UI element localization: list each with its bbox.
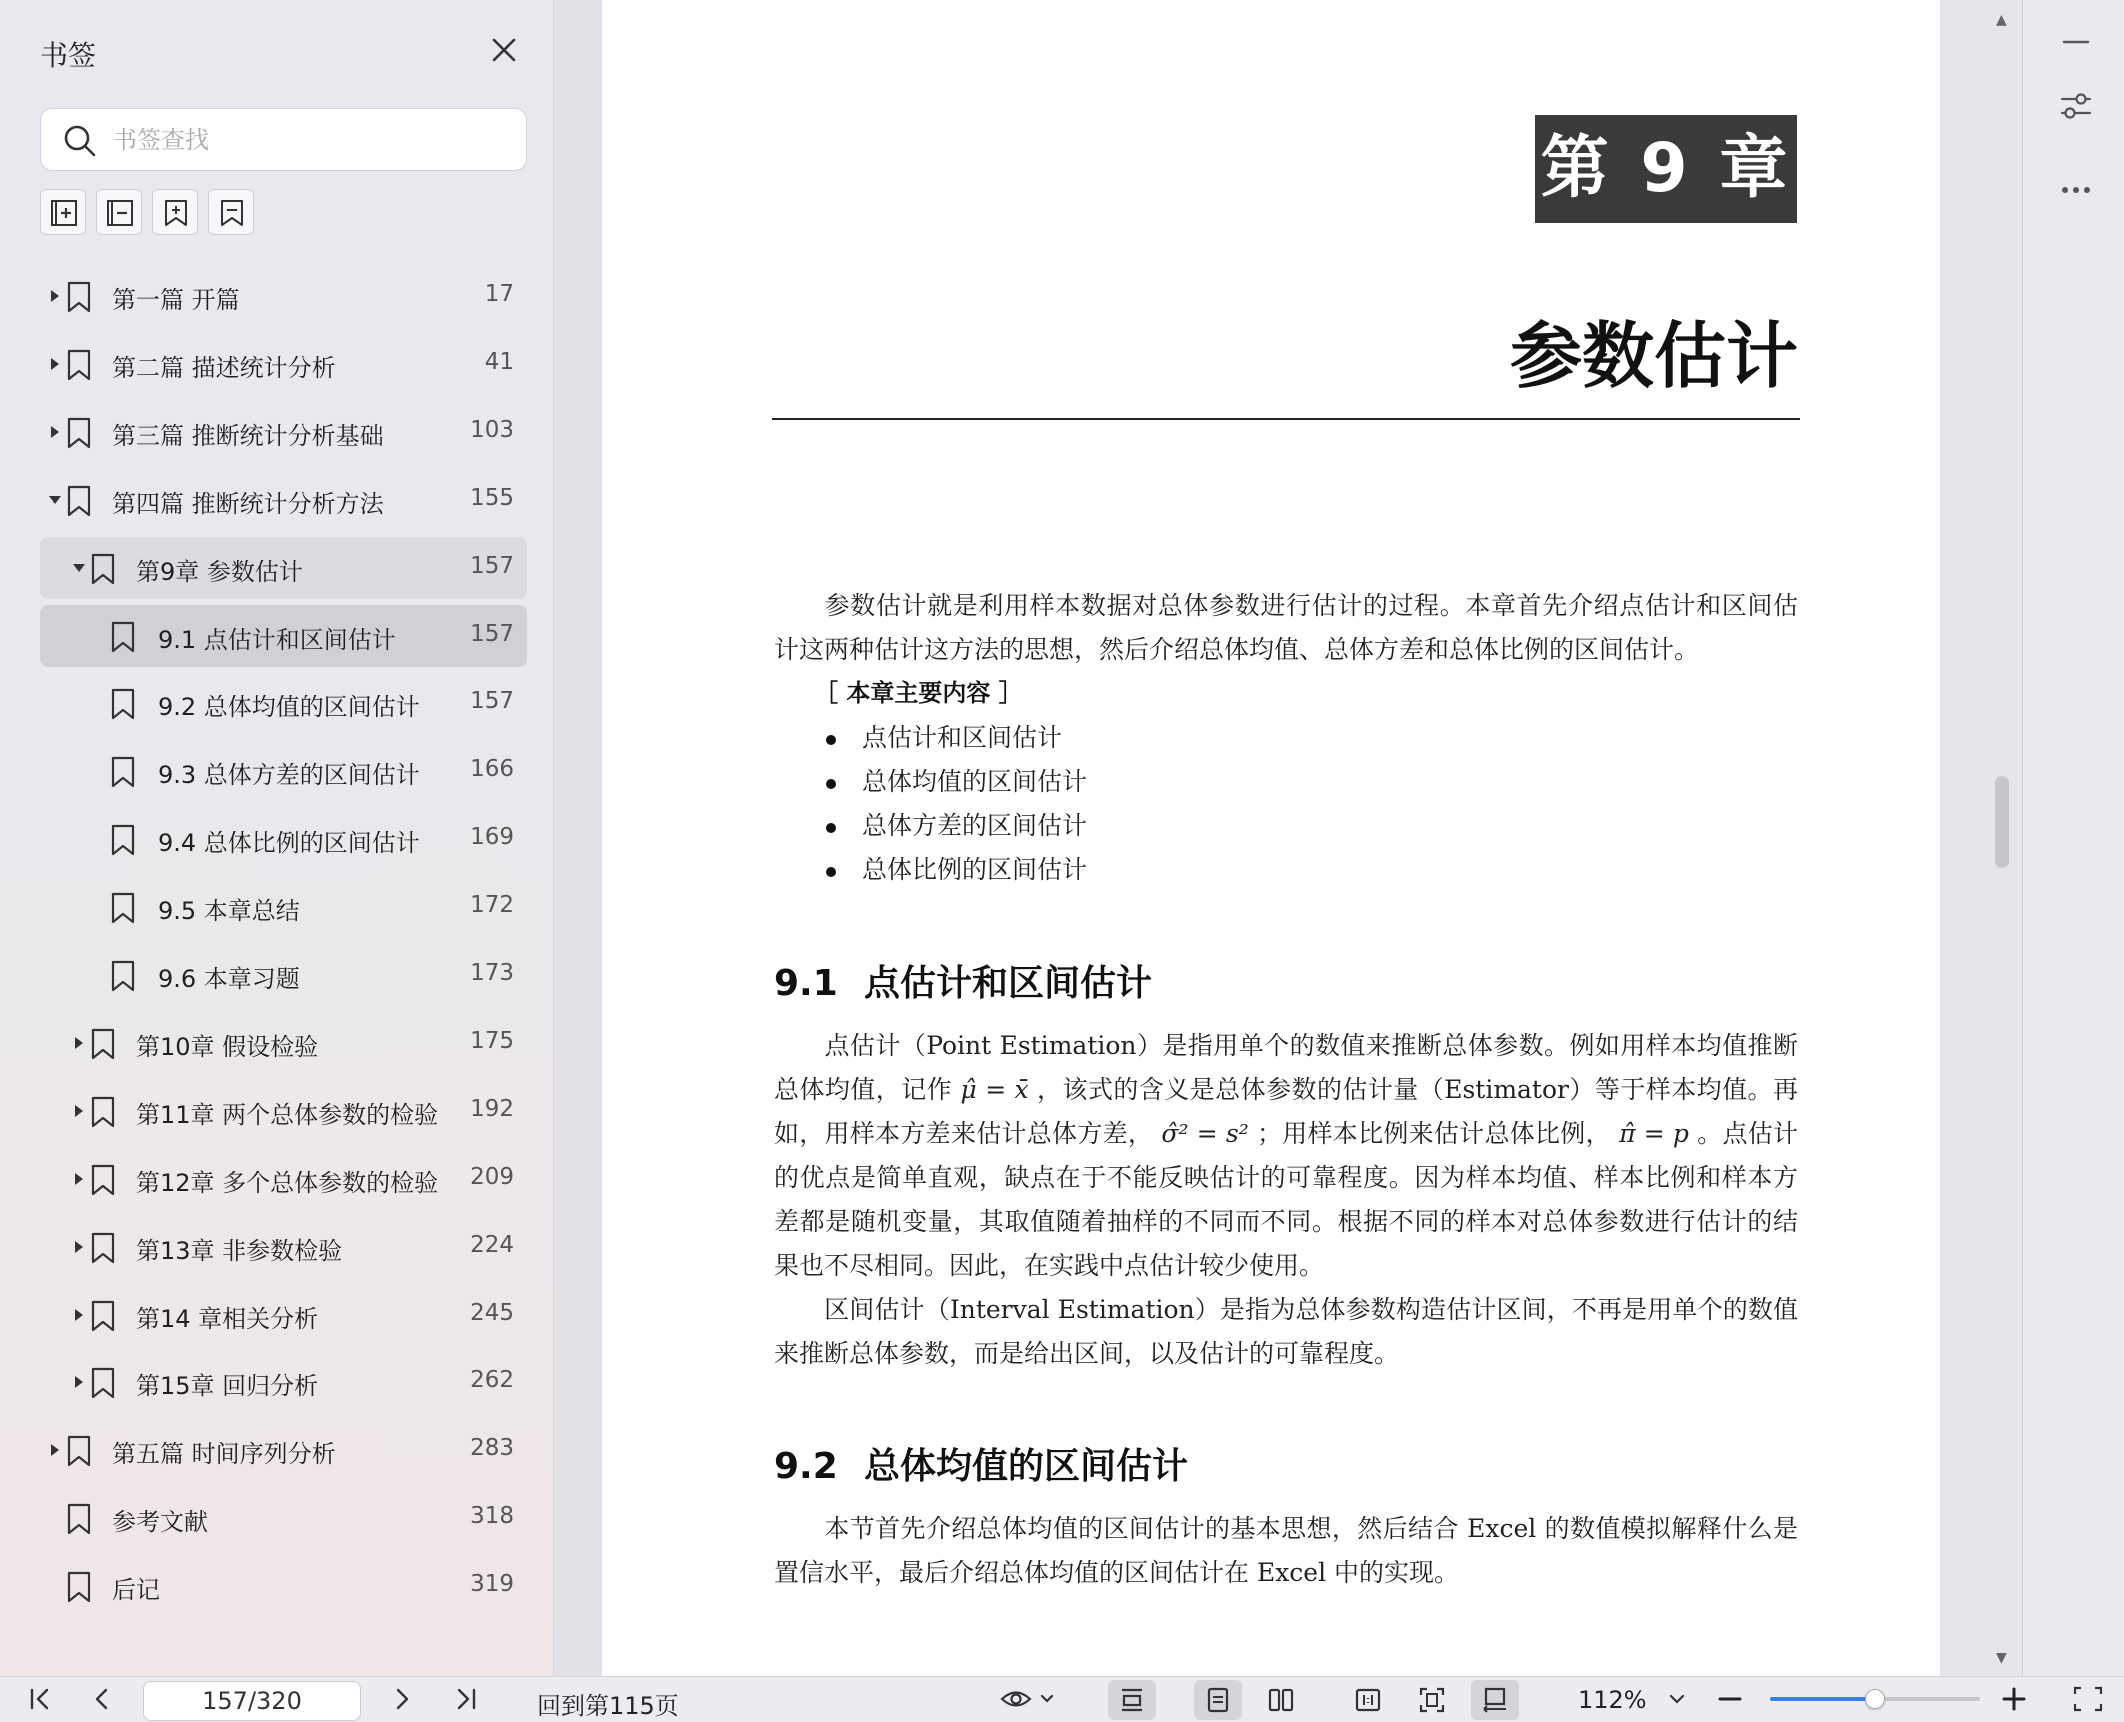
bookmark-label: 9.2 总体均值的区间估计	[158, 693, 420, 722]
chevron-down-icon	[1664, 1680, 1690, 1718]
caret-right-icon[interactable]	[72, 1103, 86, 1119]
bookmark-page-number: 17	[484, 281, 514, 307]
bookmark-page-number: 157	[470, 552, 514, 579]
bookmark-search-box[interactable]	[40, 108, 527, 171]
bookmark-page-number: 245	[470, 1299, 514, 1326]
bookmark-label: 9.1 点估计和区间估计	[158, 625, 396, 654]
bookmark-label: 第一篇 开篇	[112, 286, 240, 314]
bookmark-icon	[90, 553, 116, 585]
bookmark-page-number: 157	[470, 688, 514, 715]
bookmark-item[interactable]	[40, 672, 527, 734]
delete-bookmark-button[interactable]	[208, 189, 254, 235]
bookmark-page-number: 169	[470, 824, 514, 851]
contents-item: 总体均值的区间估计	[826, 762, 1087, 798]
bookmark-label: 第13章 非参数检验	[136, 1236, 343, 1265]
zoom-slider-handle[interactable]	[1865, 1689, 1885, 1709]
bookmark-item[interactable]	[40, 740, 527, 802]
document-page	[602, 0, 1940, 1676]
fit-width-icon	[1119, 1687, 1145, 1713]
add-bookmark-icon	[161, 198, 191, 228]
bookmark-label: 第五篇 时间序列分析	[112, 1440, 336, 1469]
caret-right-icon[interactable]	[72, 1307, 86, 1323]
two-page-icon	[1268, 1687, 1294, 1713]
bookmark-icon	[66, 485, 92, 517]
bookmark-item[interactable]	[40, 1487, 527, 1549]
expand-all-button[interactable]	[40, 189, 86, 235]
caret-right-icon[interactable]	[72, 1239, 86, 1255]
continuous-scroll-button[interactable]	[1471, 1680, 1519, 1720]
page-number-input[interactable]	[143, 1681, 361, 1721]
bookmark-page-number: 41	[484, 348, 514, 375]
zoom-out-button[interactable]	[1712, 1680, 1748, 1718]
bookmark-item[interactable]	[40, 1216, 527, 1278]
last-page-icon	[448, 1680, 484, 1718]
bookmark-page-number: 175	[470, 1027, 514, 1054]
section-paragraph: 区间估计（Interval Estimation）是指为总体参数构造估计区间，不再是用单个的数值来推断总体参数，而是给出区间，以及估计的可靠程度。	[774, 1295, 1798, 1368]
zoom-in-button[interactable]	[1996, 1680, 2032, 1718]
bookmark-icon	[90, 1096, 116, 1128]
fullscreen-icon	[2070, 1680, 2106, 1718]
single-page-icon	[1205, 1687, 1231, 1713]
more-icon[interactable]	[2056, 170, 2096, 210]
section-heading-9-2: 9.2 总体均值的区间估计	[774, 1446, 1189, 1487]
scroll-up-arrow[interactable]: ▲	[1996, 12, 2007, 28]
bookmark-page-number: 224	[470, 1231, 514, 1258]
bookmark-item[interactable]	[40, 1012, 527, 1074]
sliders-icon[interactable]	[2056, 86, 2096, 126]
bookmark-label: 9.6 本章习题	[158, 965, 300, 993]
bookmark-item[interactable]	[40, 876, 527, 938]
scrollbar-thumb[interactable]	[1995, 776, 2009, 868]
bookmark-label: 9.3 总体方差的区间估计	[158, 761, 420, 790]
caret-right-icon[interactable]	[72, 1035, 86, 1051]
contents-heading: ［ 本章主要内容 ］	[814, 679, 1023, 707]
minimize-icon[interactable]	[2056, 22, 2096, 62]
eye-mode-dropdown[interactable]	[998, 1680, 1060, 1718]
fit-page-icon	[1419, 1687, 1445, 1713]
bookmark-icon	[110, 688, 136, 720]
math-formula: σ̂² = s²	[1161, 1119, 1249, 1148]
two-page-button[interactable]	[1257, 1680, 1305, 1720]
intro-paragraph: 参数估计就是利用样本数据对总体参数进行估计的过程。本章首先介绍点估计和区间估计这两种估计这方法的思想，然后介绍总体均值、总体方差和总体比例的区间估计。	[774, 591, 1798, 664]
bookmark-icon	[90, 1367, 116, 1399]
chevron-left-icon	[84, 1680, 120, 1718]
bookmark-item[interactable]	[40, 333, 527, 395]
bookmark-icon	[110, 756, 136, 788]
bookmark-icon	[66, 1503, 92, 1535]
caret-down-icon[interactable]	[48, 492, 62, 508]
vertical-scrollbar[interactable]	[1940, 0, 2022, 1676]
section-heading-9-1: 9.1 点估计和区间估计	[774, 963, 1153, 1004]
math-formula: π̂ = p	[1619, 1119, 1689, 1148]
bookmark-item[interactable]	[40, 944, 527, 1006]
caret-right-icon[interactable]	[48, 288, 62, 304]
bookmark-label: 参考文献	[112, 1508, 208, 1537]
bookmark-label: 9.5 本章总结	[158, 897, 300, 926]
right-tool-rail	[2023, 0, 2124, 1676]
zoom-dropdown-chevron[interactable]	[1664, 1680, 1690, 1718]
bookmark-label: 后记	[112, 1576, 160, 1605]
zoom-level[interactable]: 112%	[1578, 1686, 1647, 1714]
close-icon[interactable]	[488, 34, 520, 66]
caret-right-icon[interactable]	[48, 1442, 62, 1458]
add-bookmark-button[interactable]	[152, 189, 198, 235]
bookmark-icon	[90, 1164, 116, 1196]
bookmark-icon	[110, 892, 136, 924]
fit-width-button[interactable]	[1108, 1680, 1156, 1720]
bookmark-item[interactable]	[40, 469, 527, 531]
bookmark-page-number: 173	[470, 960, 514, 986]
bookmark-label: 第12章 多个总体参数的检验	[136, 1168, 439, 1197]
bookmark-item[interactable]	[40, 1148, 527, 1210]
bookmark-page-number: 157	[470, 620, 514, 647]
bookmark-search-input[interactable]	[113, 119, 513, 161]
bookmark-label: 第三篇 推断统计分析基础	[112, 421, 384, 450]
scroll-down-arrow[interactable]: ▼	[1996, 1650, 2007, 1666]
bookmark-icon	[90, 1232, 116, 1264]
section-paragraph: 本节首先介绍总体均值的区间估计的基本思想，然后结合 Excel 的数值模拟解释什么是置信水平，最后介绍总体均值的区间估计在 Excel 中的实现。	[774, 1514, 1798, 1587]
bookmark-item[interactable]	[40, 1419, 527, 1481]
chevron-right-icon	[384, 1680, 420, 1718]
minus-icon	[1712, 1680, 1748, 1718]
expand-all-icon	[49, 198, 79, 228]
next-page-button[interactable]	[384, 1680, 420, 1718]
bookmark-sidebar	[0, 0, 555, 1676]
search-icon	[63, 124, 97, 158]
bookmark-icon	[66, 1571, 92, 1603]
bookmark-label: 第10章 假设检验	[136, 1032, 319, 1061]
bookmark-page-number: 318	[470, 1503, 514, 1530]
bookmark-item[interactable]	[40, 265, 527, 327]
zoom-slider-fill	[1770, 1697, 1875, 1701]
contents-item: 总体方差的区间估计	[826, 806, 1087, 842]
bookmark-icon	[66, 281, 92, 313]
bookmark-item[interactable]	[40, 1555, 527, 1617]
back-to-page-link[interactable]: 回到第115页	[537, 1692, 679, 1720]
continuous-scroll-icon	[1482, 1687, 1508, 1713]
bookmark-page-number: 166	[470, 756, 514, 783]
bookmark-label: 第四篇 推断统计分析方法	[112, 489, 384, 518]
eye-icon	[998, 1680, 1060, 1718]
chapter-number-badge: 第 9 章	[1535, 115, 1797, 223]
bookmark-page-number: 319	[470, 1571, 514, 1598]
actual-size-button[interactable]	[1344, 1680, 1392, 1720]
delete-bookmark-icon	[217, 198, 247, 228]
zoom-slider[interactable]	[1770, 1697, 1980, 1701]
bookmark-page-number: 283	[470, 1435, 514, 1462]
bookmark-item[interactable]	[40, 1351, 527, 1413]
bookmark-page-number: 192	[470, 1095, 514, 1122]
caret-right-icon[interactable]	[72, 1171, 86, 1187]
bookmark-item[interactable]	[40, 808, 527, 870]
math-formula: μ̂ = x̄	[960, 1075, 1029, 1104]
bookmark-icon	[110, 824, 136, 856]
bookmark-icon	[90, 1300, 116, 1332]
bookmark-label: 第14 章相关分析	[136, 1304, 319, 1333]
bookmark-item[interactable]	[40, 605, 527, 667]
bookmark-label: 9.4 总体比例的区间估计	[158, 829, 420, 858]
fit-page-button[interactable]	[1408, 1680, 1456, 1720]
bookmark-icon	[110, 960, 136, 992]
bookmark-page-number: 103	[470, 416, 514, 443]
chapter-title: 参数估计	[1509, 314, 1798, 398]
bookmark-item[interactable]	[40, 401, 527, 463]
bookmark-label: 第11章 两个总体参数的检验	[136, 1100, 439, 1129]
bookmark-item[interactable]	[40, 537, 527, 599]
bookmark-page-number: 209	[470, 1163, 514, 1190]
sidebar-title: 书签	[40, 39, 97, 72]
actual-size-icon	[1355, 1687, 1381, 1713]
section-paragraph: 点估计（Point Estimation）是指用单个的数值来推断总体参数。例如用样本均值推断总体均值，记作 μ̂ = x̄ ，该式的含义是总体参数的估计量（Estimator）等于样本均值。再如，用样本方差来估计总体方差， σ̂² = s² ；用样本比例来估计总体比例， π̂ = p 。点估计的优点是简单直观，缺点在于不能反映估计的可靠程度。因为样本均值、样本比例和样本方差都是随机变量，其取值随着抽样的不同而不同。根据不同的样本对总体参数进行估计的结果也不尽相同。因此，在实践中点估计较少使用。	[774, 1031, 1799, 1280]
first-page-button[interactable]	[22, 1680, 58, 1718]
single-page-button[interactable]	[1194, 1680, 1242, 1720]
contents-item: 点估计和区间估计	[826, 718, 1062, 754]
bookmark-icon	[66, 417, 92, 449]
bookmark-icon	[90, 1028, 116, 1060]
last-page-button[interactable]	[448, 1680, 484, 1718]
bookmark-label: 第15章 回归分析	[136, 1372, 319, 1401]
caret-right-icon[interactable]	[48, 356, 62, 372]
first-page-icon	[22, 1680, 58, 1718]
bookmark-icon	[110, 621, 136, 653]
plus-icon	[1996, 1680, 2032, 1718]
bookmark-label: 第二篇 描述统计分析	[112, 353, 336, 382]
bookmark-label: 第9章 参数估计	[136, 557, 303, 586]
collapse-all-icon	[105, 198, 135, 228]
contents-item: 总体比例的区间估计	[826, 850, 1087, 886]
title-rule	[772, 418, 1800, 420]
caret-right-icon[interactable]	[72, 1374, 86, 1390]
fullscreen-button[interactable]	[2070, 1680, 2106, 1718]
bookmark-page-number: 172	[470, 892, 514, 919]
page-gutter	[554, 0, 602, 1676]
bookmark-page-number: 262	[470, 1367, 514, 1394]
bookmark-item[interactable]	[40, 1080, 527, 1142]
collapse-all-button[interactable]	[96, 189, 142, 235]
caret-down-icon[interactable]	[72, 560, 86, 576]
bookmark-item[interactable]	[40, 1284, 527, 1346]
previous-page-button[interactable]	[84, 1680, 120, 1718]
bookmark-page-number: 155	[470, 484, 514, 511]
caret-right-icon[interactable]	[48, 424, 62, 440]
bookmark-icon	[66, 349, 92, 381]
bookmark-icon	[66, 1435, 92, 1467]
